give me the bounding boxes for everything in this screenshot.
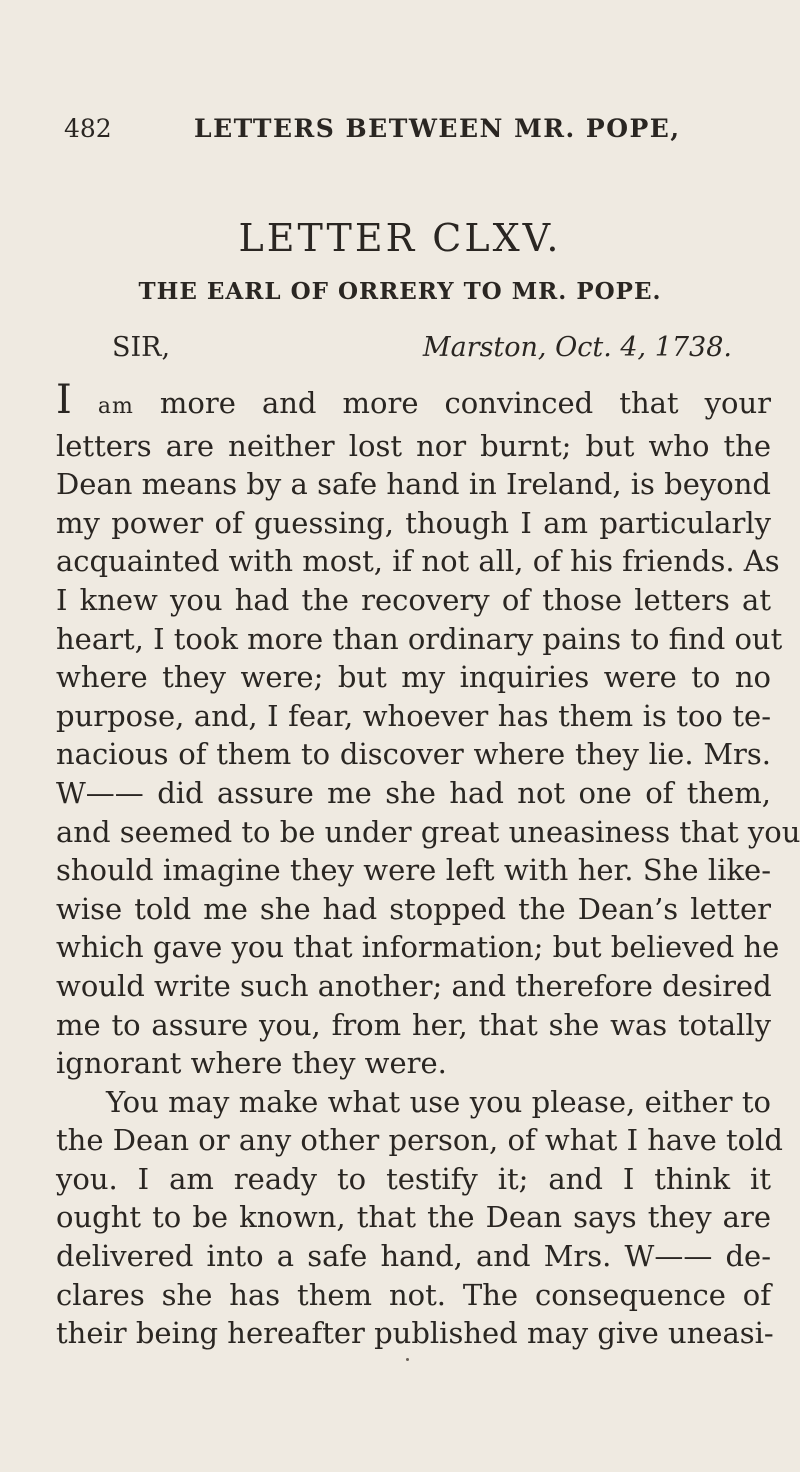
- salutation: SIR,: [112, 332, 171, 363]
- body-line: delivered into a safe hand, and Mrs. W—— de-: [56, 1239, 771, 1274]
- letter-body: [56, 377, 800, 1353]
- body-line: You may make what use you please, either to: [106, 1084, 771, 1119]
- running-head: [64, 112, 764, 146]
- body-line: nacious of them to discover where they lie. Mrs.: [56, 737, 771, 772]
- body-line: acquainted with most, if not all, of his friends. As: [56, 544, 780, 579]
- body-line: letters are neither lost nor burnt; but who the: [56, 428, 771, 463]
- body-line: W—— did assure me she had not one of them,: [56, 775, 771, 810]
- paper-speck: [406, 1358, 409, 1361]
- body-line: their being hereafter published may give uneasi-: [56, 1316, 774, 1351]
- body-line: me to assure you, from her, that she was totally: [56, 1007, 771, 1042]
- letter-heading: LETTER CLXV.: [238, 216, 562, 260]
- body-line: you. I am ready to testify it; and I think it: [56, 1161, 771, 1196]
- body-line: and seemed to be under great uneasiness that you: [56, 814, 800, 849]
- opening-smallcaps: am: [97, 394, 134, 419]
- body-line: the Dean or any other person, of what I have told: [56, 1123, 783, 1158]
- body-line: heart, I took more than ordinary pains to find out: [56, 621, 783, 656]
- body-line: where they were; but my inquiries were to no: [56, 660, 771, 695]
- letter-addressee: THE EARL OF ORRERY TO MR. POPE.: [138, 278, 662, 305]
- body-line: which gave you that information; but believed he: [56, 930, 780, 965]
- body-line: wise told me she had stopped the Dean’s letter: [56, 891, 771, 926]
- body-line: Dean means by a safe hand in Ireland, is beyond: [56, 467, 771, 502]
- body-line-first: [56, 377, 772, 427]
- body-line: purpose, and, I fear, whoever has them is too te-: [56, 698, 771, 733]
- body-line: should imagine they were left with her. She like-: [56, 853, 771, 888]
- opening-initial: I: [56, 377, 72, 423]
- running-head-title: LETTERS BETWEEN MR. POPE,: [194, 114, 681, 143]
- body-line: I knew you had the recovery of those letters at: [56, 582, 771, 617]
- body-line: my power of guessing, though I am particularly: [56, 505, 771, 540]
- body-line: ought to be known, that the Dean says they are: [56, 1200, 771, 1235]
- body-line: more and more convinced that your: [133, 386, 772, 420]
- page-number: 482: [64, 114, 112, 143]
- dateline: Marston, Oct. 4, 1738.: [422, 332, 732, 363]
- body-line: clares she has them not. The consequence of: [56, 1277, 771, 1312]
- body-line: would write such another; and therefore desired: [56, 968, 772, 1003]
- body-line: ignorant where they were.: [56, 1046, 447, 1081]
